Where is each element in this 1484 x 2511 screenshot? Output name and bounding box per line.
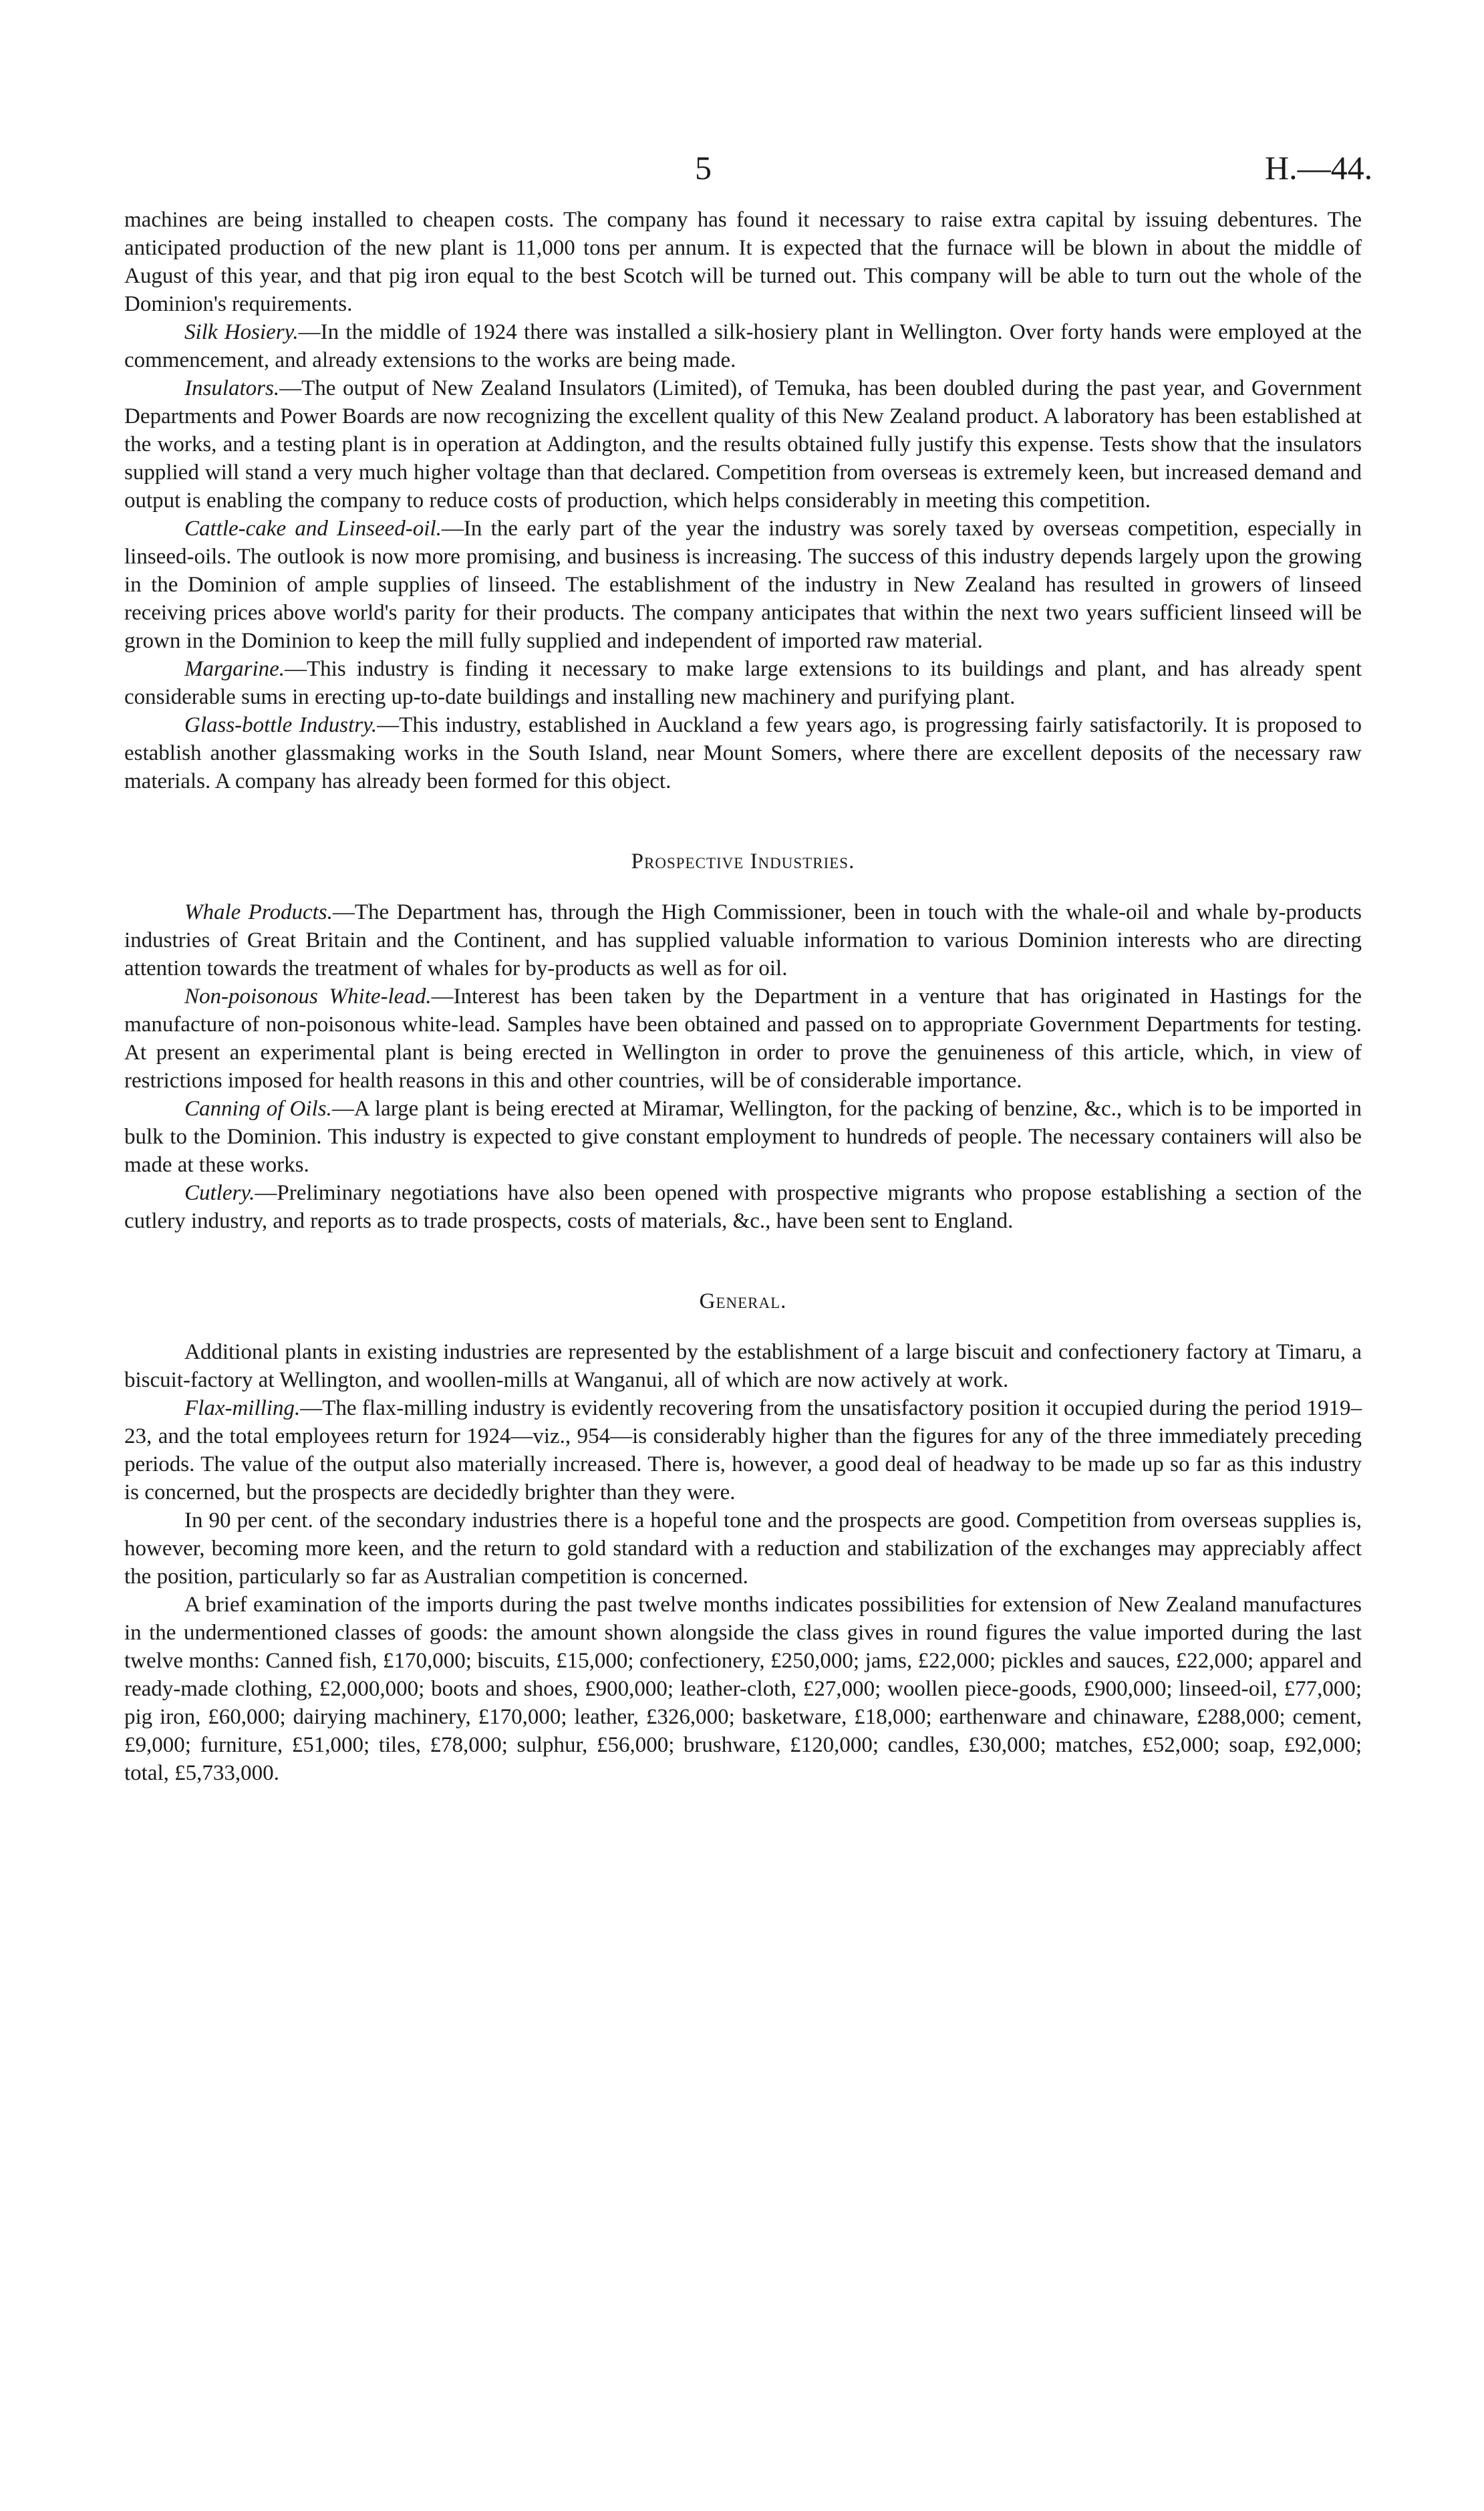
paragraph-additional-plants: Additional plants in existing industries are represented by the establishment of a large biscuit and confectionery factory at Timaru, a biscuit-factory at Wellington, and woollen-mills at Wanganui, all of which are now actively at work. [124,1340,1362,1392]
lead-margarine: Margarine. [184,657,285,681]
lead-whale-products: Whale Products. [184,900,333,924]
paragraph-whale-products [124,898,1362,982]
paragraph-cutlery [124,1179,1362,1235]
paragraph-white-lead [124,982,1362,1095]
page-number: 5 [695,149,712,186]
text-flax-milling: —The flax-milling industry is evidently recovering from the unsatisfactory position it occupied during the period 1919–23, and the total employees return for 1924—viz., 954—is considerably higher than the figures for any of the three immediately preceding periods. The value of the output also materially increased. There is, however, a good deal of headway to be made up so far as this industry is concerned, but the prospects are decidedly brighter than they were. [124,1396,1362,1504]
paragraph-canning-of-oils [124,1095,1362,1179]
paragraph-imports: A brief examination of the imports during the past twelve months indicates possibilities for extension of New Zealand manufactures in the undermentioned classes of goods: the amount shown alongside the class gives in round figures the value imported during the last twelve months: Canned fish, £170,000; biscuits, £15,000; confectionery, £250,000; jams, £22,000; pickles and sauces, £22,000; apparel and ready-made clothing, £2,000,000; boots and shoes, £900,000; leather-cloth, £27,000; woollen piece-goods, £900,000; linseed-oil, £77,000; pig iron, £60,000; dairying machinery, £170,000; leather, £326,000; basketware, £18,000; earthenware and chinaware, £288,000; cement, £9,000; furniture, £51,000; tiles, £78,000; sulphur, £56,000; brushware, £120,000; candles, £30,000; matches, £52,000; soap, £92,000; total, £5,733,000. [124,1593,1362,1785]
lead-cutlery: Cutlery. [184,1181,255,1205]
text-canning-of-oils: —A large plant is being erected at Miramar, Wellington, for the packing of benzine, &c., which is to be imported in bulk to the Dominion. This industry is expected to give constant employment to hundreds of people. The necessary containers will also be made at these works. [124,1097,1362,1177]
text-cattle-cake: —In the early part of the year the industry was sorely taxed by overseas competition, especially in linseed-oils. The outlook is now more promising, and business is increasing. The success of this industry depends largely upon the growing in the Dominion of ample supplies of linseed. The establishment of the industry in New Zealand has resulted in growers of linseed receiving prices above world's parity for their products. The company anticipates that within the next two years sufficient linseed will be grown in the Dominion to keep the mill fully supplied and independent of imported raw material. [124,517,1362,653]
paragraph-cattle-cake [124,515,1362,655]
document-reference: H.—44. [1265,149,1373,186]
paragraph-silk-hosiery [124,318,1362,374]
lead-flax-milling: Flax-milling. [184,1396,301,1420]
paragraph-insulators [124,374,1362,515]
text-margarine: —This industry is finding it necessary to make large extensions to its buildings and plant, and has already spent considerable sums in erecting up-to-date buildings and installing new machinery and purifying plant. [124,657,1362,709]
text-glass-bottle: —This industry, established in Auckland a few years ago, is progressing fairly satisfactorily. It is proposed to establish another glassmaking works in the South Island, near Mount Somers, where there are excellent deposits of the necessary raw materials. A company has already been formed for this object. [124,713,1362,793]
text-white-lead: —Interest has been taken by the Department in a venture that has originated in Hastings for the manufacture of non-poisonous white-lead. Samples have been obtained and passed on to appropriate Government Departments for testing. At present an experimental plant is being erected in Wellington in order to prove the genuineness of this article, which, in view of restrictions imposed for health reasons in this and other countries, will be of considerable importance. [124,984,1362,1093]
lead-glass-bottle: Glass-bottle Industry. [184,713,378,737]
paragraph-continuation: machines are being installed to cheapen costs. The company has found it necessary to raise extra capital by issuing debentures. The anticipated production of the new plant is 11,000 tons per annum. It is expected that the furnace will be blown in about the middle of August of this year, and that pig iron equal to the best Scotch will be turned out. This company will be able to turn out the whole of the Dominion's requirements. [124,208,1362,316]
paragraph-flax-milling [124,1394,1362,1506]
lead-cattle-cake: Cattle-cake and Linseed-oil. [184,517,442,541]
heading-general: General. [699,1289,787,1313]
text-whale-products: —The Department has, through the High Commissioner, been in touch with the whale-oil and whale by-products industries of Great Britain and the Continent, and has supplied valuable information to various Dominion interests who are directing attention towards the treatment of whales for by-products as well as for oil. [124,900,1362,980]
paragraph-secondary-industries: In 90 per cent. of the secondary industries there is a hopeful tone and the prospects are good. Competition from overseas supplies is, however, becoming more keen, and the return to gold standard with a reduction and stabilization of the exchanges may appreciably affect the position, particularly so far as Australian competition is concerned. [124,1508,1362,1589]
heading-prospective-industries: Prospective Industries. [631,849,855,874]
lead-white-lead: Non-poisonous White-lead. [184,984,432,1009]
lead-insulators: Insulators. [184,376,280,400]
lead-canning-of-oils: Canning of Oils. [184,1097,332,1121]
text-cutlery: —Preliminary negotiations have also been opened with prospective migrants who propose establishing a section of the cutlery industry, and reports as to trade prospects, costs of materials, &c., have been sent to England. [124,1181,1362,1233]
paragraph-glass-bottle [124,711,1362,795]
lead-silk-hosiery: Silk Hosiery. [184,320,299,344]
document-body [124,206,1362,1787]
text-insulators: —The output of New Zealand Insulators (Limited), of Temuka, has been doubled during the past year, and Government Departments and Power Boards are now recognizing the excellent quality of this New Zealand product. A laboratory has been established at the works, and a testing plant is in operation at Addington, and the results obtained fully justify this expense. Tests show that the insulators supplied will stand a very much higher voltage than that declared. Competition from overseas is extremely keen, but increased demand and output is enabling the company to reduce costs of production, which helps considerably in meeting this competition. [124,376,1362,513]
text-silk-hosiery: —In the middle of 1924 there was installed a silk-hosiery plant in Wellington. Over forty hands were employed at the commencement, and already extensions to the works are being made. [124,320,1362,372]
paragraph-margarine [124,655,1362,711]
